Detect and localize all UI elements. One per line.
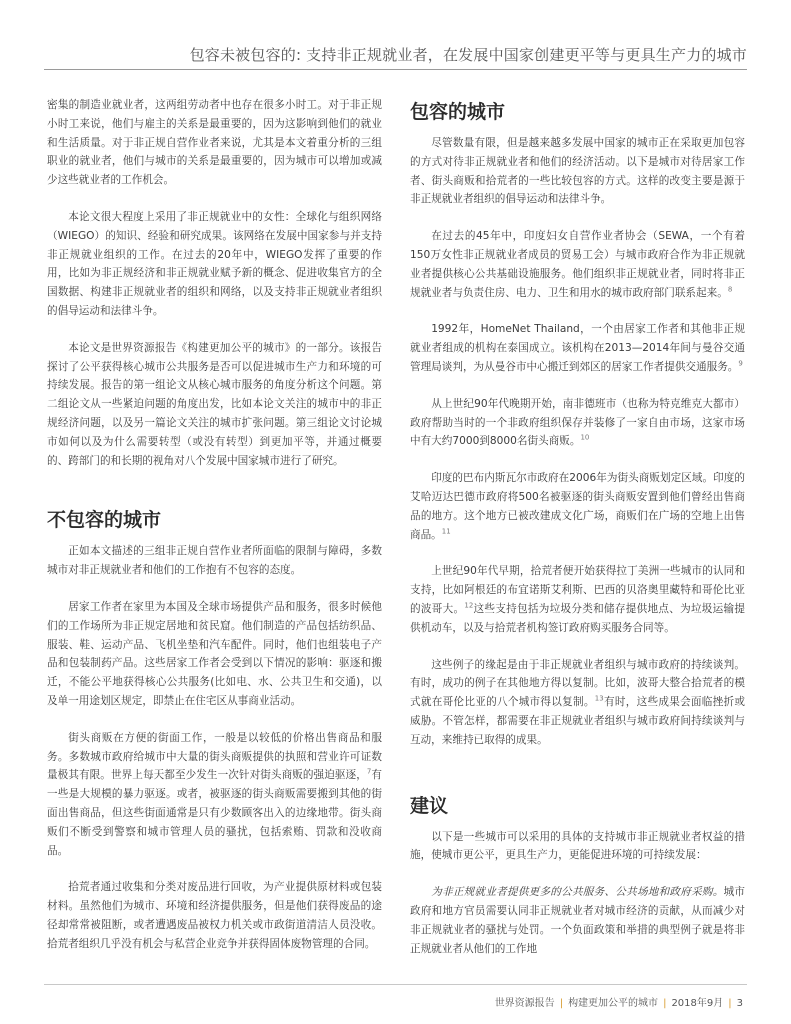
paragraph-text: 这些支持包括为垃圾分类和储存提供地点、为垃圾运输提供机动车，以及与拾荒者机构签订政府购买服务合同等。 <box>410 602 746 634</box>
italic-lead: 为非正规就业者提供更多的公共服务、公共场地和政府采购。 <box>431 886 724 899</box>
paragraph-text: 有一些是大规模的暴力驱逐。或者，被驱逐的街头商贩需要搬到其他的街面出售商品，但这些街面通常是只有少数顾客出入的边缘地带。街头商贩们不断受到警察和城市管理人员的骚扰，包括索贿、罚款和没收商品。 <box>47 769 383 857</box>
paragraph-text: 1992年，HomeNet Thailand，一个由居家工作者和其他非正规就业者组成的机构在泰国成立。该机构在2013—2014年间与曼谷交通管理局谈判，为从曼谷市中心搬迁到郊区的居家工作者提供交通服务。 <box>410 323 745 373</box>
footer-info <box>495 994 743 1009</box>
paragraph-text: 这些例子的缘起是由于非正规就业者组织与城市政府的持续谈判。有时，成功的例子在其他地方得以复制。比如，波哥大整合拾荒者的模式就在哥伦比亚的八个城市得以复制。 <box>410 658 745 709</box>
paragraph <box>410 227 745 302</box>
paragraph: 本论文是世界资源报告《构建更加公平的城市》的一部分。该报告探讨了公平获得核心城市公共服务是否可以促进城市生产力和环境的可持续发展。报告的第一组论文从核心城市服务的角度分析这个问题。第二组论文从一些紧迫问题的角度出发，比如本论文关注的城市中的非正规经济问题，以及另一篇论文关注的城市扩张问题。第三组论文讨论城市如何以及为什么需要转型（或没有转型）到更加平等，并通过概要的、跨部门的和长期的视角对八个发展中国家城市进行了研究。 <box>47 341 382 467</box>
paragraph <box>410 562 745 637</box>
paragraph <box>410 395 745 451</box>
paragraph-text: 从上世纪90年代晚期开始，南非德班市（也称为特克维克大都市）政府帮助当时的一个非政府组织保存并装修了一家自由市场，这家市场中有大约7000到8000名街头商贩。 <box>410 397 745 448</box>
footer-org: 世界资源报告 <box>494 998 555 1009</box>
footnote-ref: 12 <box>464 601 474 610</box>
left-column <box>47 96 382 953</box>
right-column <box>410 100 745 958</box>
page-number: 3 <box>736 998 743 1009</box>
footer-report-title: 构建更加公平的城市 <box>568 998 659 1009</box>
paragraph <box>410 469 745 544</box>
paragraph: 本论文很大程度上采用了非正规就业中的女性：全球化与组织网络（WIEGO）的知识、经验和研究成果。该网络在发展中国家参与并支持非正规就业组织的工作。在过去的20年中，WIEGO发挥了重要的作用，比如为非正规经济和非正规就业赋予新的概念、促进收集官方的全国数据、构建非正规就业者的组织和网络，以及支持非正规就业者组织的倡导运动和法律斗争。 <box>47 210 382 317</box>
paragraph: 正如本文描述的三组非正规自营作业者所面临的限制与障碍，多数城市对非正规就业者和他们的工作抱有不包容的态度。 <box>47 545 382 577</box>
running-title: 包容未被包容的: 支持非正规就业者，在发展中国家创建更平等与更具生产力的城市 <box>189 46 747 64</box>
footnote-ref: 9 <box>738 359 743 368</box>
footnote-ref: 8 <box>727 285 733 294</box>
paragraph-text: 上世纪90年代早期，拾荒者便开始获得拉丁美洲一些城市的认同和支持，比如阿根廷的布宜诺斯艾利斯、巴西的贝洛奥里藏特和哥伦比亚的波哥大。 <box>410 565 745 615</box>
footer-date: 2018年9月 <box>671 998 724 1009</box>
footnote-ref: 13 <box>594 694 604 703</box>
paragraph <box>410 320 745 376</box>
footer-separator: | <box>663 998 667 1009</box>
footnote-ref: 10 <box>580 433 590 442</box>
paragraph <box>47 729 382 861</box>
page-header <box>0 0 791 70</box>
footnote-ref: 7 <box>366 767 372 776</box>
footnote-ref: 11 <box>441 527 451 536</box>
paragraph-text: 在过去的45年中，印度妇女自营作业者协会（SEWA，一个有着150万女性非正规就业者成员的贸易工会）与城市政府合作为非正规就业者提供核心公共基础设施服务。他们组织非正规就业者，同时将非正规就业者与负责住房、电力、卫生和用水的城市政府部门联系起来。 <box>410 230 745 299</box>
paragraph-text: 有时，这些成果会面临挫折或威胁。不管怎样，都需要在非正规就业者组织与城市政府间持续谈判与互动，来维持已取得的成果。 <box>410 696 746 746</box>
page-footer <box>0 984 791 1024</box>
paragraph <box>410 883 745 958</box>
header-divider <box>44 69 747 70</box>
paragraph <box>410 656 745 750</box>
paragraph-text: 城市政府和地方官员需要认同非正规就业者对城市经济的贡献，从而减少对非正规就业者的骚扰与处罚。一个负面政策和举措的典型例子就是将非正规就业者从他们的工作地 <box>410 886 746 955</box>
paragraph: 密集的制造业就业者，这两组劳动者中也存在很多小时工。对于非正规小时工来说，他们与雇主的关系是最重要的，因为这影响到他们的就业和生活质量。对于非正规自营作业者来说，尤其是本文着重分析的三组职业的就业者，他们与城市的关系是最重要的，因为城市可以增加或减少这些就业者的工作机会。 <box>47 99 382 187</box>
section-heading-inclusive: 包容的城市 <box>410 101 506 123</box>
paragraph: 居家工作者在家里为本国及全球市场提供产品和服务，很多时候他们的工作场所为非正规定居地和贫民窟。他们制造的产品包括纺织品、服装、鞋、运动产品、飞机坐垫和汽车配件。同时，他们也组装电子产品和包装制药产品。这些居家工作者会受到以下情况的影响：驱逐和搬迁，不能公平地获得核心公共服务(比如电、水、公共卫生和交通)，以及单一用途划区规定，即禁止在住宅区从事商业活动。 <box>47 600 382 707</box>
section-heading-non-inclusive: 不包容的城市 <box>47 509 162 532</box>
footer-divider <box>44 984 747 985</box>
paragraph: 拾荒者通过收集和分类对废品进行回收，为产业提供原材料或包装材料。虽然他们为城市、环境和经济提供服务，但是他们获得废品的途径却常常被阻断，或者遭遇废品被权力机关或市政街道清洁人员没收。拾荒者组织几乎没有机会与私营企业竞争并获得固体废物管理的合同。 <box>47 881 382 950</box>
footer-separator: | <box>559 998 564 1009</box>
footer-separator: | <box>728 998 732 1009</box>
paragraph: 以下是一些城市可以采用的具体的支持城市非正规就业者权益的措施，使城市更公平，更具生产力，更能促进环境的可持续发展： <box>410 830 745 862</box>
paragraph: 尽管数量有限，但是越来越多发展中国家的城市正在采取更加包容的方式对待非正规就业者和他们的经济活动。以下是城市对待居家工作者、街头商贩和拾荒者的一些比较包容的方式。这样的改变主要是源于非正规就业者组织的倡导运动和法律斗争。 <box>410 137 745 206</box>
section-heading-recommendations: 建议 <box>410 794 449 817</box>
paragraph-text: 街头商贩在方便的街面工作，一般是以较低的价格出售商品和服务。多数城市政府给城市中大量的街头商贩提供的执照和营业许可证数量极其有限。世界上每天都至少发生一次针对街头商贩的强迫驱逐， <box>47 731 382 782</box>
paragraph-text: 印度的巴布内斯瓦尔市政府在2006年为街头商贩划定区域。印度的艾哈迈达巴德市政府将500名被驱逐的街头商贩安置到他们曾经出售商品的地方。这个地方已被改建成文化广场，商贩们在广场的空地上出售商品。 <box>410 472 745 541</box>
